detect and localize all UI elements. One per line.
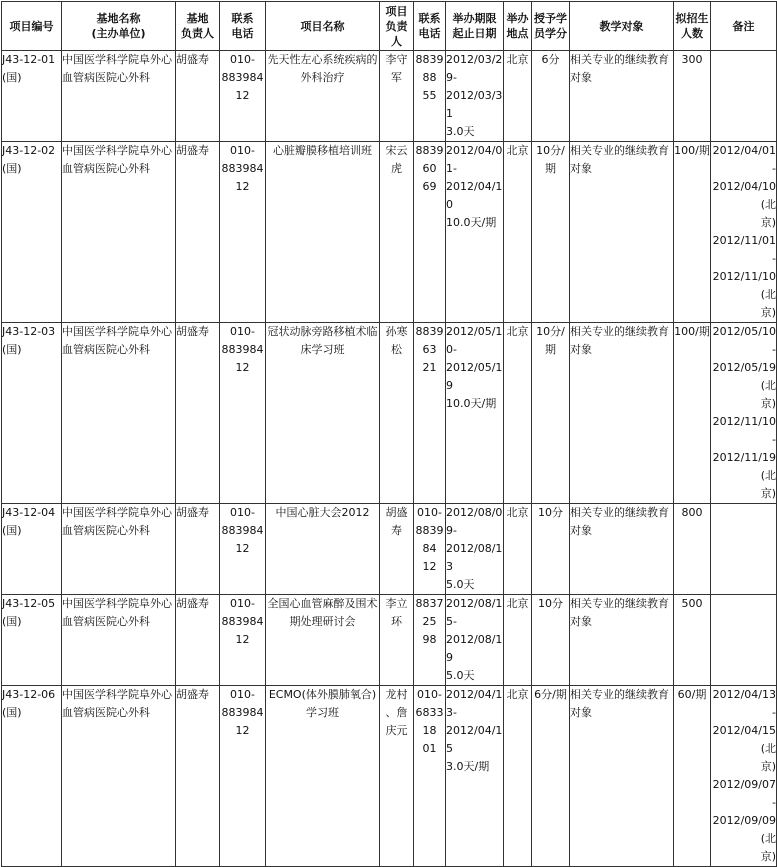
cell-leader-phone: 883960 69 [414, 142, 446, 323]
cell-note [711, 504, 777, 595]
cell-phone: 010- 88398412 [220, 142, 266, 323]
cell-period: 2012/04/13- 2012/04/15 3.0天/期 [446, 686, 504, 867]
cell-note [711, 51, 777, 142]
cell-code: J43-12-06 (国) [2, 686, 62, 867]
cell-note: 2012/05/10- 2012/05/19(北 京) 2012/11/10- 2012/11/19(北 京) [711, 323, 777, 504]
cell-target: 相关专业的继续教育对象 [570, 51, 674, 142]
cell-target: 相关专业的继续教育对象 [570, 504, 674, 595]
table-row [2, 504, 777, 595]
cell-phone: 010- 88398412 [220, 504, 266, 595]
cell-credit: 10分/期 [532, 142, 570, 323]
cell-base-head: 胡盛寿 [176, 504, 220, 595]
cell-base: 中国医学科学院阜外心血管病医院心外科 [62, 323, 176, 504]
cell-location: 北京 [504, 142, 532, 323]
cell-note: 2012/04/01- 2012/04/10(北 京) 2012/11/01- 2012/11/10(北 京) [711, 142, 777, 323]
cell-base-head: 胡盛寿 [176, 686, 220, 867]
cell-credit: 10分 [532, 504, 570, 595]
header-phone: 联系 电话 [220, 2, 266, 51]
cell-credit: 10分 [532, 595, 570, 686]
cell-period: 2012/05/10- 2012/05/19 10.0天/期 [446, 323, 504, 504]
cell-leader: 李守 军 [380, 51, 414, 142]
cell-count: 300 [674, 51, 711, 142]
cell-base-head: 胡盛寿 [176, 595, 220, 686]
header-location: 举办 地点 [504, 2, 532, 51]
cell-note [711, 595, 777, 686]
cell-leader-phone: 883988 55 [414, 51, 446, 142]
cell-base-head: 胡盛寿 [176, 323, 220, 504]
header-target: 教学对象 [570, 2, 674, 51]
cell-count: 500 [674, 595, 711, 686]
header-row [2, 2, 777, 51]
cell-project: 先天性左心系统疾病的外科治疗 [266, 51, 380, 142]
cell-location: 北京 [504, 595, 532, 686]
header-leader-phone: 联系 电话 [414, 2, 446, 51]
cell-code: J43-12-04 (国) [2, 504, 62, 595]
header-leader: 项目 负责 人 [380, 2, 414, 51]
cell-period: 2012/08/09- 2012/08/13 5.0天 [446, 504, 504, 595]
cell-leader: 李立 环 [380, 595, 414, 686]
cell-code: J43-12-03 (国) [2, 323, 62, 504]
cell-count: 100/期 [674, 323, 711, 504]
cell-code: J43-12-05 (国) [2, 595, 62, 686]
cell-base-head: 胡盛寿 [176, 51, 220, 142]
cell-period: 2012/03/29- 2012/03/31 3.0天 [446, 51, 504, 142]
project-table [1, 1, 777, 867]
cell-count: 800 [674, 504, 711, 595]
cell-leader-phone: 883963 21 [414, 323, 446, 504]
header-base-head: 基地 负责人 [176, 2, 220, 51]
cell-leader: 宋云 虎 [380, 142, 414, 323]
cell-leader: 龙村 、詹 庆元 [380, 686, 414, 867]
table-row [2, 142, 777, 323]
header-note: 备注 [711, 2, 777, 51]
table-row [2, 51, 777, 142]
cell-target: 相关专业的继续教育对象 [570, 595, 674, 686]
cell-credit: 6分/期 [532, 686, 570, 867]
cell-period: 2012/08/15- 2012/08/19 5.0天 [446, 595, 504, 686]
cell-target: 相关专业的继续教育对象 [570, 142, 674, 323]
cell-project: 冠状动脉旁路移植术临床学习班 [266, 323, 380, 504]
cell-project: ECMO(体外膜肺氧合)学习班 [266, 686, 380, 867]
cell-base: 中国医学科学院阜外心血管病医院心外科 [62, 686, 176, 867]
cell-phone: 010- 88398412 [220, 323, 266, 504]
cell-leader: 胡盛 寿 [380, 504, 414, 595]
cell-target: 相关专业的继续教育对象 [570, 323, 674, 504]
cell-base: 中国医学科学院阜外心血管病医院心外科 [62, 51, 176, 142]
cell-note: 2012/04/13- 2012/04/15(北 京) 2012/09/07- 2012/09/09(北 京) [711, 686, 777, 867]
header-base: 基地名称 (主办单位) [62, 2, 176, 51]
cell-location: 北京 [504, 323, 532, 504]
header-credit: 授予学 员学分 [532, 2, 570, 51]
cell-base: 中国医学科学院阜外心血管病医院心外科 [62, 595, 176, 686]
cell-count: 60/期 [674, 686, 711, 867]
header-code: 项目编号 [2, 2, 62, 51]
cell-project: 中国心脏大会2012 [266, 504, 380, 595]
cell-credit: 6分 [532, 51, 570, 142]
table-row [2, 323, 777, 504]
cell-location: 北京 [504, 686, 532, 867]
cell-leader-phone: 883725 98 [414, 595, 446, 686]
cell-project: 心脏瓣膜移植培训班 [266, 142, 380, 323]
cell-base: 中国医学科学院阜外心血管病医院心外科 [62, 504, 176, 595]
cell-leader: 孙寒 松 [380, 323, 414, 504]
cell-leader-phone: 010- 683318 01 [414, 686, 446, 867]
table-row [2, 595, 777, 686]
cell-target: 相关专业的继续教育对象 [570, 686, 674, 867]
table-row [2, 686, 777, 867]
cell-phone: 010- 88398412 [220, 51, 266, 142]
header-count: 拟招生 人数 [674, 2, 711, 51]
cell-code: J43-12-01 (国) [2, 51, 62, 142]
cell-leader-phone: 010- 883984 12 [414, 504, 446, 595]
cell-base: 中国医学科学院阜外心血管病医院心外科 [62, 142, 176, 323]
header-project: 项目名称 [266, 2, 380, 51]
cell-credit: 10分/期 [532, 323, 570, 504]
cell-code: J43-12-02 (国) [2, 142, 62, 323]
cell-phone: 010- 88398412 [220, 686, 266, 867]
header-period: 举办期限 起止日期 [446, 2, 504, 51]
cell-project: 全国心血管麻醉及围术期处理研讨会 [266, 595, 380, 686]
cell-location: 北京 [504, 51, 532, 142]
cell-period: 2012/04/01- 2012/04/10 10.0天/期 [446, 142, 504, 323]
cell-phone: 010- 88398412 [220, 595, 266, 686]
cell-base-head: 胡盛寿 [176, 142, 220, 323]
cell-location: 北京 [504, 504, 532, 595]
cell-count: 100/期 [674, 142, 711, 323]
